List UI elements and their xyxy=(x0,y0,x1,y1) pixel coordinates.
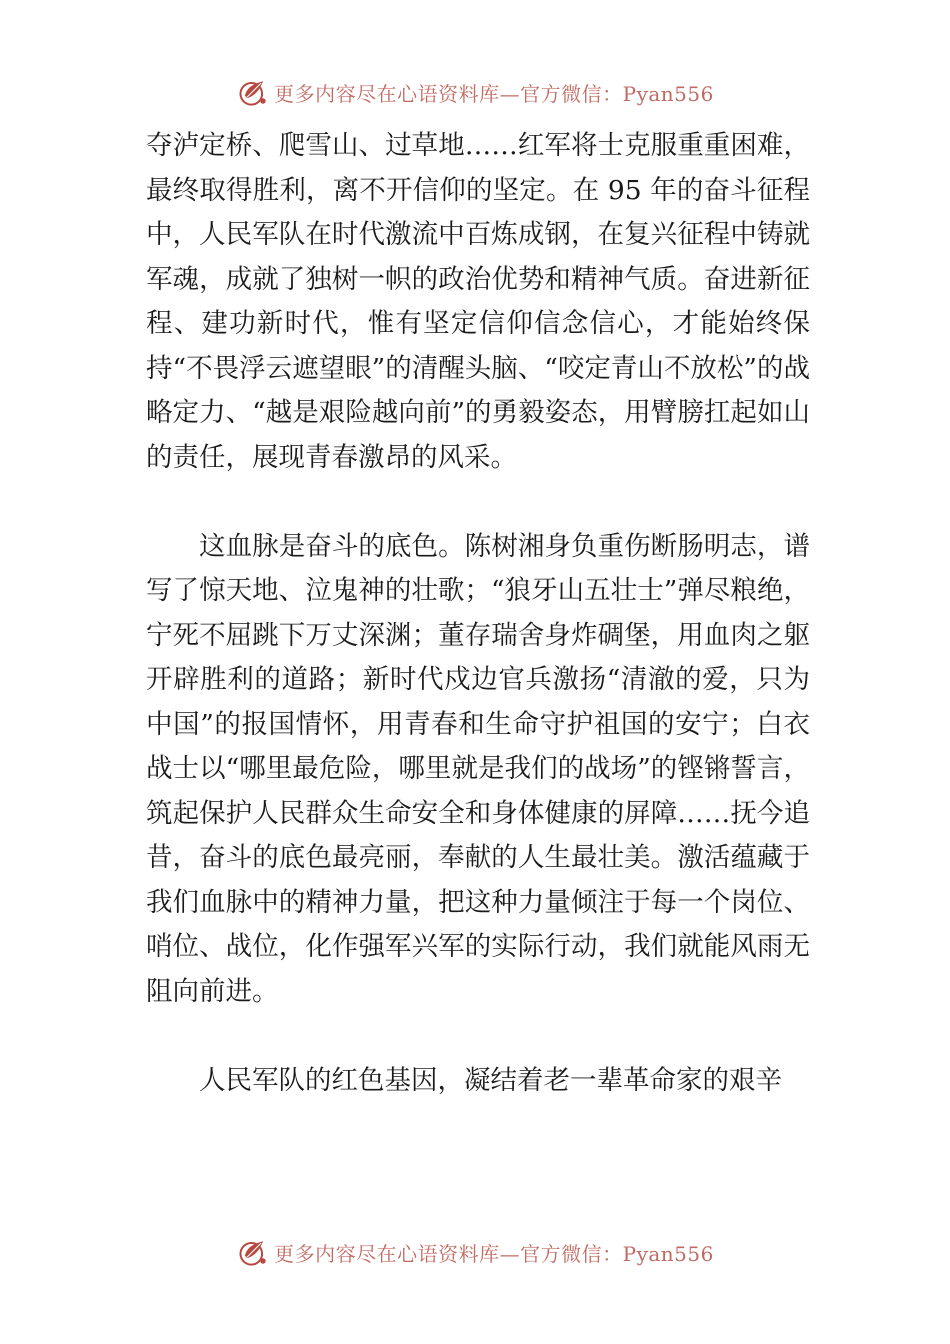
heart-leaf-logo-icon xyxy=(236,74,272,110)
body-text xyxy=(146,124,810,1103)
footer-banner xyxy=(0,1232,950,1272)
heart-leaf-logo-icon xyxy=(236,1234,272,1270)
footer-banner-text: 更多内容尽在心语资料库—官方微信：Pyan556 xyxy=(274,1241,714,1266)
header-banner-text: 更多内容尽在心语资料库—官方微信：Pyan556 xyxy=(274,81,714,106)
paragraph-2: 这血脉是奋斗的底色。陈树湘身负重伤断肠明志，谱写了惊天地、泣鬼神的壮歌；“狼牙山五壮士”弹尽粮绝，宁死不屈跳下万丈深渊；董存瑞舍身炸碉堡，用血肉之躯开辟胜利的道路；新时代戍边官兵激扬“清澈的爱，只为中国”的报国情怀，用青春和生命守护祖国的安宁；白衣战士以“哪里最危险，哪里就是我们的战场”的铿锵誓言，筑起保护人民群众生命安全和身体健康的屏障……抚今追昔，奋斗的底色最亮丽，奉献的人生最壮美。激活蕴藏于我们血脉中的精神力量，把这种力量倾注于每一个岗位、哨位、战位，化作强军兴军的实际行动，我们就能风雨无阻向前进。 xyxy=(146,530,810,1007)
paragraph-1: 夺泸定桥、爬雪山、过草地……红军将士克服重重困难，最终取得胜利，离不开信仰的坚定。在 95 年的奋斗征程中，人民军队在时代激流中百炼成钢，在复兴征程中铸就军魂，成就了独树一帜的政治优势和精神气质。奋进新征程、建功新时代，惟有坚定信仰信念信心，才能始终保持“不畏浮云遮望眼”的清醒头脑、“咬定青山不放松”的战略定力、“越是艰险越向前”的勇毅姿态，用臂膀扛起如山的责任，展现青春激昂的风采。 xyxy=(146,130,810,473)
header-banner xyxy=(0,72,950,112)
paragraph-3: 人民军队的红色基因，凝结着老一辈革命家的艰辛 xyxy=(199,1064,782,1096)
paragraph-gap xyxy=(146,1014,810,1059)
paragraph-gap xyxy=(146,480,810,525)
